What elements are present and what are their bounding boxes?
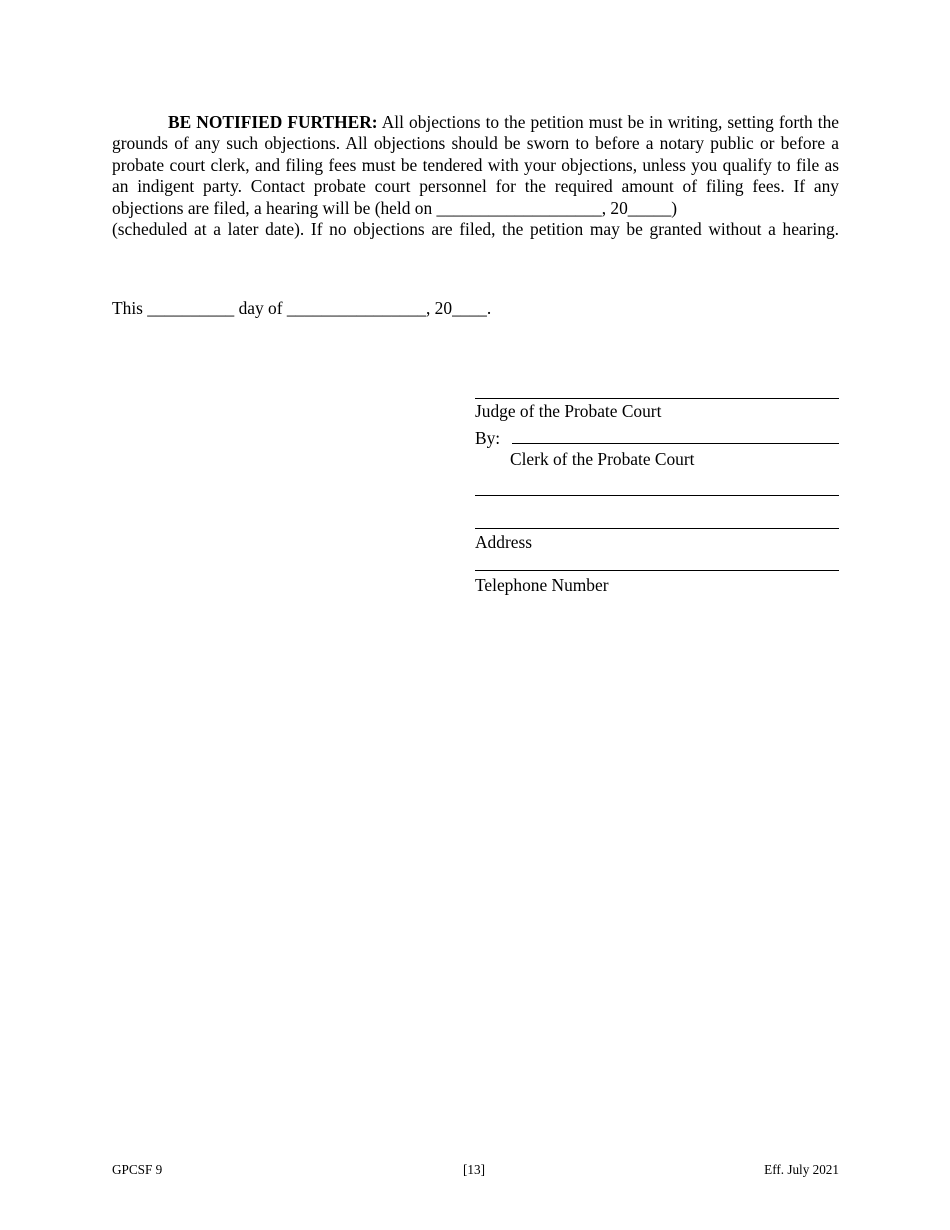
clerk-label: Clerk of the Probate Court: [510, 449, 695, 469]
address-label: Address: [475, 532, 532, 552]
footer-page-number: [13]: [463, 1162, 485, 1177]
judge-label: Judge of the Probate Court: [475, 401, 662, 421]
footer-form-id: GPCSF 9: [112, 1162, 163, 1177]
notice-paragraph: [112, 112, 839, 240]
footer-effective-date: Eff. July 2021: [764, 1162, 839, 1177]
notice-body: All objections to the petition must be in writing, setting forth the grounds of any such objections. All objections should be sworn to before a notary public or before a probate court clerk, and filing fees must be tendered with your objections, unless you qualify to file as an indigent party. Contact probate court personnel for the required amount of filing fees. If any objections are filed, a hearing will be (held on ___________________, 20_____): [112, 112, 839, 218]
telephone-line: [475, 570, 839, 571]
notice-last-line: (scheduled at a later date). If no objections are filed, the petition may be granted without a hearing.: [112, 219, 839, 240]
address-line-2: [475, 528, 839, 529]
by-label: By:: [475, 428, 501, 448]
address-line-1: [475, 495, 839, 496]
notice-lead: BE NOTIFIED FURTHER:: [168, 112, 378, 132]
judge-signature-line: [475, 398, 839, 399]
telephone-label: Telephone Number: [475, 575, 609, 595]
clerk-signature-line: [512, 443, 839, 444]
date-line: This __________ day of ________________, 20____.: [112, 298, 492, 318]
